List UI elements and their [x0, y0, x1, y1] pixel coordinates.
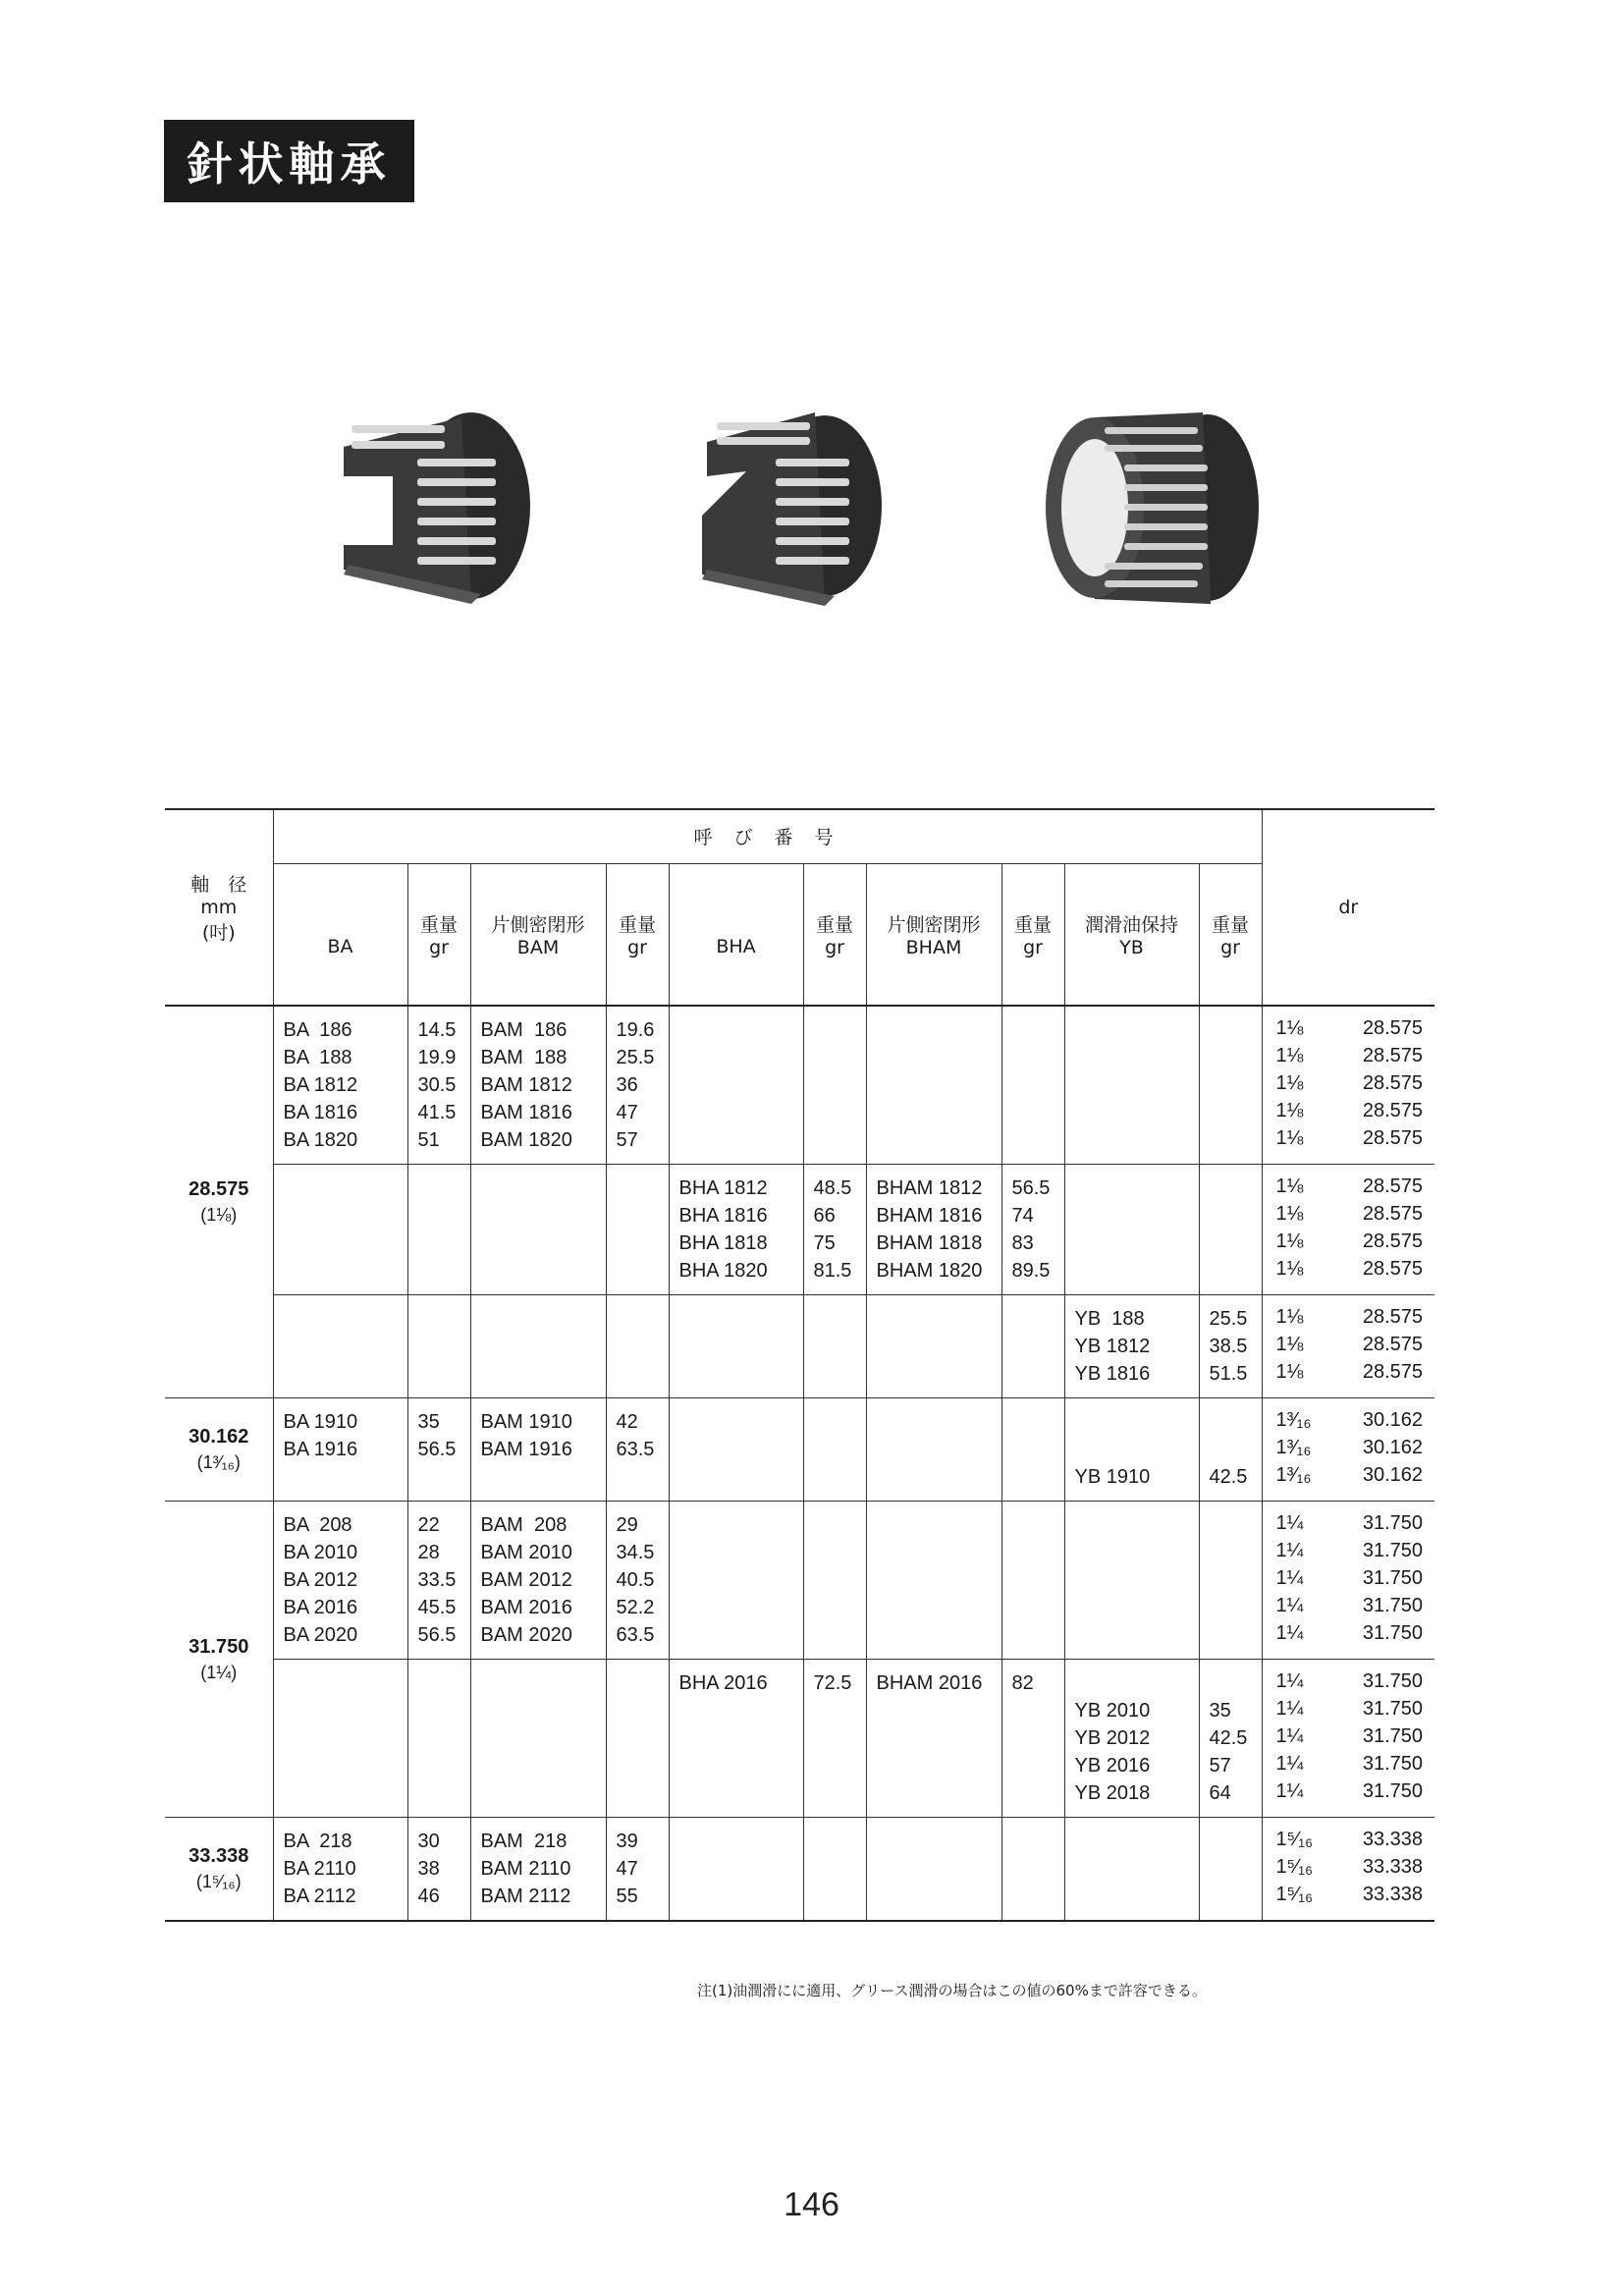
column-header-bottom: BHA [716, 936, 756, 958]
table-cell [1199, 1006, 1262, 1165]
cell-text [1065, 1818, 1199, 1837]
column-header-top: 重量 [1013, 913, 1052, 936]
cell-text [670, 1398, 803, 1418]
dr-mm: 28.575 28.575 28.575 28.575 28.575 [1362, 1017, 1423, 1149]
cell-text [1065, 1502, 1199, 1521]
table-cell [1001, 1818, 1064, 1922]
table-cell [470, 1660, 606, 1818]
column-header [273, 863, 407, 1006]
dr-mm: 31.750 31.750 31.750 31.750 31.750 [1362, 1670, 1423, 1802]
table-cell [273, 1295, 407, 1398]
cell-text [274, 1165, 407, 1184]
table-cell [1001, 1295, 1064, 1398]
bearing-spec-table [165, 808, 1434, 1922]
cell-text [471, 1660, 606, 1679]
shaft-diameter-cell [165, 1502, 273, 1818]
cell-text: BHAM 1812 BHAM 1816 BHAM 1818 BHAM 1820 [876, 1177, 983, 1282]
shaft-header-label: 軸 径 [190, 874, 247, 896]
table-cell [1199, 1398, 1262, 1502]
cell-text: 48.5 66 75 81.5 [813, 1177, 852, 1282]
dr-inch: 1⅛ 1⅛ 1⅛ 1⅛ 1⅛ [1275, 1017, 1304, 1149]
table-cell [803, 1006, 866, 1165]
cell-text [471, 1165, 606, 1184]
shaft-mm: 31.750 [189, 1635, 249, 1658]
cell-text [607, 1165, 669, 1184]
column-header-bottom: gr [1023, 936, 1043, 958]
bearing-yb-illustration [1036, 398, 1271, 624]
table-cell [669, 1502, 803, 1660]
table-cell [606, 1818, 669, 1922]
table-cell [407, 1660, 470, 1818]
table-cell [669, 1818, 803, 1922]
cell-text: BHA 2016 [678, 1672, 768, 1694]
dr-mm: 28.575 28.575 28.575 28.575 [1362, 1175, 1423, 1280]
shaft-header [165, 809, 273, 1006]
cell-text: BA 186 BA 188 BA 1812 BA 1816 BA 1820 [283, 1019, 358, 1151]
column-header [606, 863, 669, 1006]
table-row [165, 1295, 1434, 1398]
table-cell [1064, 1398, 1199, 1502]
cell-text: 22 28 33.5 45.5 56.5 [417, 1514, 457, 1646]
column-header-top: 片側密閉形 [491, 913, 585, 936]
table-cell [866, 1502, 1001, 1660]
table-cell [1199, 1295, 1262, 1398]
cell-text [471, 1295, 606, 1315]
dr-header: dr [1262, 809, 1434, 1006]
cell-text [607, 1660, 669, 1679]
column-header [1001, 863, 1064, 1006]
dr-mm: 28.575 28.575 28.575 [1362, 1306, 1423, 1383]
table-cell [606, 1295, 669, 1398]
table-cell [273, 1818, 407, 1922]
table-cell [1064, 1502, 1199, 1660]
column-header [470, 863, 606, 1006]
shaft-diameter-cell [165, 1398, 273, 1502]
shaft-mm: 33.338 [189, 1845, 249, 1867]
cell-text: BAM 1910 BAM 1916 [480, 1411, 572, 1460]
cell-text [1065, 1007, 1199, 1026]
cell-text [804, 1818, 866, 1837]
cell-text [1200, 1818, 1262, 1837]
cell-text [1002, 1007, 1064, 1026]
cell-text: YB 188 YB 1812 YB 1816 [1074, 1308, 1151, 1385]
cell-text: 30 38 46 [417, 1831, 440, 1907]
cell-text: 82 [1011, 1672, 1034, 1694]
table-cell [470, 1006, 606, 1165]
cell-text [867, 1818, 1001, 1837]
column-header-bottom: BHAM [905, 936, 962, 958]
cell-text [804, 1502, 866, 1521]
dr-inch: 1¼ 1¼ 1¼ 1¼ 1¼ [1275, 1670, 1304, 1802]
shaft-header-inch: (吋) [201, 922, 236, 944]
bearing-ba-illustration [324, 398, 550, 624]
cell-text [670, 1502, 803, 1521]
cell-text [408, 1165, 470, 1184]
table-cell [470, 1295, 606, 1398]
column-header [1064, 863, 1199, 1006]
cell-text: BA 208 BA 2010 BA 2012 BA 2016 BA 2020 [283, 1514, 358, 1646]
cell-text: BAM 218 BAM 2110 BAM 2112 [480, 1831, 571, 1907]
column-header-top [274, 910, 407, 936]
cell-text [804, 1295, 866, 1315]
table-cell [470, 1398, 606, 1502]
table-cell [407, 1398, 470, 1502]
column-header [866, 863, 1001, 1006]
page-number: 146 [784, 2186, 839, 2223]
shaft-diameter-cell [165, 1818, 273, 1922]
table-cell [407, 1165, 470, 1295]
dr-inch: 1³⁄₁₆ 1³⁄₁₆ 1³⁄₁₆ [1275, 1409, 1312, 1486]
cell-text: 56.5 74 83 89.5 [1011, 1177, 1051, 1282]
table-cell [1064, 1660, 1199, 1818]
cell-text: 72.5 [813, 1672, 852, 1694]
table-cell [866, 1660, 1001, 1818]
cell-text: BA 218 BA 2110 BA 2112 [283, 1831, 356, 1907]
table-cell [606, 1660, 669, 1818]
table-row [165, 1006, 1434, 1165]
table-cell [407, 1006, 470, 1165]
table-cell [273, 1398, 407, 1502]
table-cell [866, 1398, 1001, 1502]
table-cell [1001, 1660, 1064, 1818]
cell-text: 19.6 25.5 36 47 57 [616, 1019, 655, 1151]
table-row [165, 1660, 1434, 1818]
column-header-top: 重量 [419, 913, 458, 936]
cell-text [867, 1398, 1001, 1418]
dr-cell [1262, 1502, 1434, 1660]
dr-cell [1262, 1006, 1434, 1165]
table-cell [1064, 1165, 1199, 1295]
dr-cell [1262, 1295, 1434, 1398]
cell-text [670, 1007, 803, 1026]
cell-text: 42.5 [1209, 1466, 1248, 1488]
cell-text: BAM 208 BAM 2010 BAM 2012 BAM 2016 BAM 2020 [480, 1514, 572, 1646]
table-row [165, 1502, 1434, 1660]
footnote: 注(1)油潤滑にに適用、グリース潤滑の場合はこの値の60%まで許容できる。 [697, 1982, 1207, 1999]
table-cell [407, 1818, 470, 1922]
table-cell [1001, 1165, 1064, 1295]
cell-text: 25.5 38.5 51.5 [1209, 1308, 1248, 1385]
cell-text [670, 1818, 803, 1837]
cell-text [867, 1007, 1001, 1026]
cell-text [1200, 1165, 1262, 1184]
cell-text: 14.5 19.9 30.5 41.5 51 [417, 1019, 457, 1151]
table-cell [803, 1398, 866, 1502]
table-cell [1001, 1398, 1064, 1502]
cell-text: 35 56.5 [417, 1411, 457, 1460]
cell-text [1002, 1295, 1064, 1315]
table-cell [866, 1818, 1001, 1922]
cell-text: YB 1910 [1074, 1466, 1151, 1488]
bearing-bha-illustration [677, 398, 903, 624]
cell-text [804, 1398, 866, 1418]
table-cell [470, 1818, 606, 1922]
cell-text: BHAM 2016 [876, 1672, 983, 1694]
table-cell [1064, 1006, 1199, 1165]
column-header-bottom: YB [1119, 936, 1144, 958]
column-header [669, 863, 803, 1006]
table-cell [866, 1165, 1001, 1295]
cell-text [1002, 1398, 1064, 1418]
shaft-mm: 30.162 [189, 1426, 249, 1448]
table-cell [606, 1165, 669, 1295]
table-cell [273, 1165, 407, 1295]
cell-text [867, 1295, 1001, 1315]
table-row [165, 1818, 1434, 1922]
cell-text [1200, 1007, 1262, 1026]
column-header-bottom: gr [825, 936, 844, 958]
cell-text [1002, 1818, 1064, 1837]
table-cell [273, 1660, 407, 1818]
cell-text: 29 34.5 40.5 52.2 63.5 [616, 1514, 655, 1646]
cell-text [274, 1295, 407, 1315]
dr-mm: 33.338 33.338 33.338 [1362, 1829, 1423, 1905]
dr-inch: 1¼ 1¼ 1¼ 1¼ 1¼ [1275, 1512, 1304, 1644]
cell-text [670, 1295, 803, 1315]
table-cell [866, 1295, 1001, 1398]
table-cell [866, 1006, 1001, 1165]
cell-text [804, 1007, 866, 1026]
table-cell [669, 1660, 803, 1818]
cell-text [607, 1295, 669, 1315]
table-cell [1001, 1006, 1064, 1165]
table-cell [470, 1502, 606, 1660]
column-header-top: 片側密閉形 [887, 913, 981, 936]
table-cell [1064, 1295, 1199, 1398]
cell-text: YB 2010 YB 2012 YB 2016 YB 2018 [1074, 1700, 1151, 1804]
column-header-bottom: gr [429, 936, 449, 958]
cell-text: 35 42.5 57 64 [1209, 1700, 1248, 1804]
table-cell [803, 1295, 866, 1398]
table-cell [606, 1398, 669, 1502]
dr-cell [1262, 1398, 1434, 1502]
table-row [165, 1398, 1434, 1502]
table-cell [273, 1502, 407, 1660]
designation-group-header: 呼 び 番 号 [273, 809, 1262, 863]
table-cell [606, 1006, 669, 1165]
dr-inch: 1⅛ 1⅛ 1⅛ 1⅛ [1275, 1175, 1304, 1280]
cell-text: BAM 186 BAM 188 BAM 1812 BAM 1816 BAM 1820 [480, 1019, 572, 1151]
table-cell [803, 1818, 866, 1922]
column-header [407, 863, 470, 1006]
cell-text: BA 1910 BA 1916 [283, 1411, 358, 1460]
table-cell [1199, 1165, 1262, 1295]
table-cell [1199, 1502, 1262, 1660]
dr-mm: 31.750 31.750 31.750 31.750 31.750 [1362, 1512, 1423, 1644]
table-cell [669, 1006, 803, 1165]
table-row [165, 1165, 1434, 1295]
cell-text: 42 63.5 [616, 1411, 655, 1460]
shaft-inch: (1¼) [200, 1662, 238, 1682]
column-header-top: 重量 [815, 913, 853, 936]
page-title: 針状軸承 [164, 120, 414, 202]
column-header-top: 重量 [618, 913, 656, 936]
dr-mm: 30.162 30.162 30.162 [1362, 1409, 1423, 1486]
dr-cell [1262, 1165, 1434, 1295]
dr-inch: 1⁵⁄₁₆ 1⁵⁄₁₆ 1⁵⁄₁₆ [1275, 1829, 1314, 1905]
cell-text [408, 1295, 470, 1315]
column-header-top: 潤滑油保持 [1084, 913, 1178, 936]
shaft-inch: (1⁵⁄₁₆) [195, 1872, 242, 1891]
cell-text [408, 1660, 470, 1679]
shaft-inch: (1⅛) [200, 1205, 238, 1225]
table-cell [1199, 1818, 1262, 1922]
column-header-bottom: gr [1220, 936, 1240, 958]
table-cell [1001, 1502, 1064, 1660]
table-cell [803, 1502, 866, 1660]
table-cell [273, 1006, 407, 1165]
table-cell [803, 1165, 866, 1295]
column-header-bottom: BAM [516, 936, 560, 958]
cell-text [1002, 1502, 1064, 1521]
cell-text: BHA 1812 BHA 1816 BHA 1818 BHA 1820 [678, 1177, 768, 1282]
dr-inch: 1⅛ 1⅛ 1⅛ [1275, 1306, 1304, 1383]
dr-cell [1262, 1818, 1434, 1922]
column-header-top [670, 910, 803, 936]
dr-cell [1262, 1660, 1434, 1818]
column-header [1199, 863, 1262, 1006]
table-cell [407, 1295, 470, 1398]
table-cell [1064, 1818, 1199, 1922]
shaft-diameter-cell [165, 1006, 273, 1398]
column-header-bottom: BA [327, 936, 353, 958]
table-cell [803, 1660, 866, 1818]
table-cell [1199, 1660, 1262, 1818]
cell-text [1065, 1165, 1199, 1184]
table-cell [470, 1165, 606, 1295]
shaft-mm: 28.575 [189, 1178, 249, 1200]
cell-text [1200, 1502, 1262, 1521]
table-cell [669, 1398, 803, 1502]
table-cell [606, 1502, 669, 1660]
cell-text: 39 47 55 [616, 1831, 638, 1907]
shaft-inch: (1³⁄₁₆) [196, 1452, 241, 1472]
column-header-bottom: gr [627, 936, 647, 958]
table-cell [669, 1165, 803, 1295]
column-header-top: 重量 [1211, 913, 1249, 936]
shaft-header-unit: mm [200, 897, 238, 918]
cell-text [867, 1502, 1001, 1521]
cell-text [274, 1660, 407, 1679]
column-header [803, 863, 866, 1006]
table-cell [407, 1502, 470, 1660]
table-cell [669, 1295, 803, 1398]
